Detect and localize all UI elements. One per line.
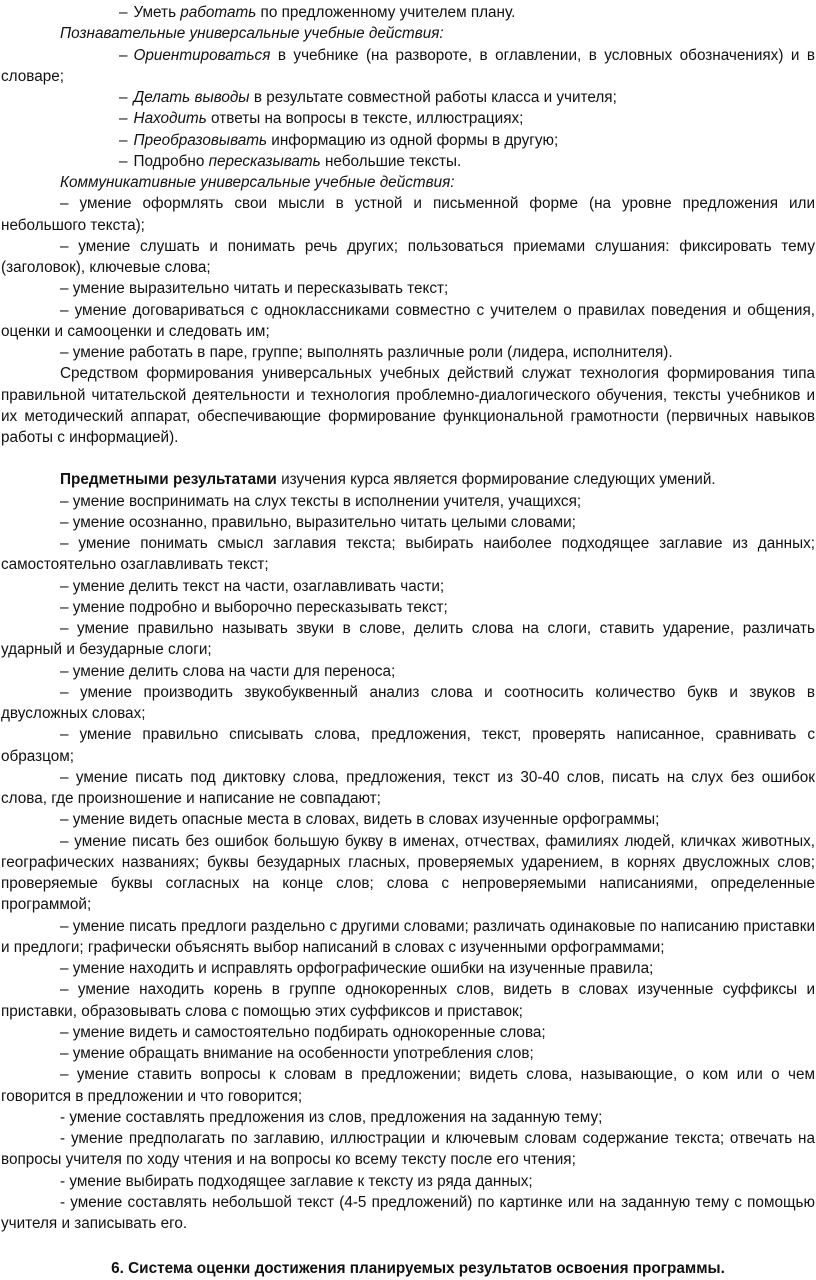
communicative-item: – умение выразительно читать и пересказывать текст; <box>60 280 449 298</box>
dash: – <box>119 152 128 170</box>
italic-term: Ориентироваться <box>133 46 271 64</box>
text: Уметь <box>133 4 181 21</box>
subject-item: – умение писать без ошибок большую букву в именах, отчествах, фамилиях людей, кличках животных, географических названиях; буквы безударных гласных, проверяемых ударением, в корнях двусложных слов; проверяемые буквы согласных на конце слов; слова с непроверяемыми написаниями, определенные программой; <box>1 832 815 914</box>
communicative-item: – умение слушать и понимать речь других; пользоваться приемами слушания: фиксировать тему (заголовок), ключевые слова; <box>1 237 815 276</box>
subject-item: - умение выбирать подходящее заглавие к тексту из ряда данных; <box>60 1172 533 1190</box>
text: ответы на вопросы в тексте, иллюстрациях; <box>206 110 524 128</box>
cognitive-item-find <box>1 108 815 129</box>
dash: – <box>119 4 128 21</box>
communicative-item: – умение работать в паре, группе; выполнять различные роли (лидера, исполнителя). <box>60 344 673 361</box>
subject-intro <box>1 469 815 490</box>
subject-item: – умение находить корень в группе однокоренных слов, видеть в словах изученные суффиксы и приставки, образовывать слова с помощью этих суффиксов и приставок; <box>1 981 815 1020</box>
subject-item: – умение видеть и самостоятельно подбирать однокоренные слова; <box>60 1023 546 1041</box>
cognitive-item-conclusions <box>1 87 815 108</box>
communicative-item: – умение оформлять свои мысли в устной и письменной форме (на уровне предложения или небольшого текста); <box>1 195 815 234</box>
subject-item: – умение делить текст на части, озаглавливать части; <box>60 577 445 595</box>
subject-item: - умение составлять предложения из слов, предложения на заданную тему; <box>60 1108 603 1126</box>
spacer <box>1 448 815 469</box>
regulatory-item-plan <box>1 2 815 23</box>
dash: – <box>119 110 128 128</box>
italic-term: Находить <box>133 110 207 128</box>
subject-item: - умение составлять небольшой текст (4-5 предложений) по картинке или на заданную тему с помощью учителя и записывать его. <box>1 1193 815 1232</box>
subject-item: – умение правильно списывать слова, предложения, текст, проверять написанное, сравнивать с образцом; <box>1 726 815 765</box>
text: в учебнике (на развороте, в оглавлении, в условных обозначениях) и в словаре; <box>1 46 815 85</box>
subject-item: – умение понимать смысл заглавия текста; выбирать наиболее подходящее заглавие из данных; самостоятельно озаглавливать текст; <box>1 535 815 574</box>
subject-item: – умение обращать внимание на особенности употребления слов; <box>60 1045 534 1062</box>
subject-item: – умение правильно называть звуки в слове, делить слова на слоги, ставить ударение, различать ударный и безударные слоги; <box>1 620 815 659</box>
italic-term: Преобразовывать <box>133 131 268 149</box>
spacer <box>1 1234 815 1258</box>
text: изучения курса является формирование следующих умений. <box>276 471 716 489</box>
subject-item: – умение писать предлоги раздельно с другими словами; различать одинаковые по написанию приставки и предлоги; графически объяснять выбор написаний в словах с изученными орфограммами; <box>1 917 815 956</box>
text: по предложенному учителем плану. <box>256 4 516 21</box>
subject-item: – умение воспринимать на слух тексты в исполнении учителя, учащихся; <box>60 492 582 510</box>
text: небольшие тексты. <box>320 152 462 170</box>
subject-item: – умение видеть опасные места в словах, видеть в словах изученные орфограммы; <box>60 811 660 829</box>
dash: – <box>119 89 128 106</box>
communicative-summary: Средством формирования универсальных учебных действий служат технология формирования типа правильной читательской деятельности и технология проблемно-диалогического обучения, тексты учебников и их методический аппарат, обеспечивающие формирование функциональной грамотности (первичных навыков работы с информацией). <box>1 365 815 446</box>
cognitive-item-retell <box>1 151 815 172</box>
subject-item: – умение производить звукобуквенный анализ слова и соотносить количество букв и звуков в двусложных словах; <box>1 683 815 722</box>
cognitive-item-orient <box>1 45 815 88</box>
bold-term: Предметными результатами <box>60 471 277 489</box>
italic-term: работать <box>180 4 257 21</box>
text: информацию из одной формы в другую; <box>267 131 559 149</box>
text: Подробно <box>133 152 209 170</box>
cognitive-item-transform <box>1 130 815 151</box>
subject-item: - умение предполагать по заглавию, иллюстрации и ключевым словам содержание текста; отвечать на вопросы учителя по ходу чтения и на вопросы ко всему тексту после его чтения; <box>1 1130 815 1169</box>
subject-item: – умение находить и исправлять орфографические ошибки на изученные правила; <box>60 960 654 977</box>
section-title: 6. Система оценки достижения планируемых результатов освоения программы. <box>111 1260 725 1278</box>
italic-term: пересказывать <box>208 152 321 170</box>
communicative-heading: Коммуникативные универсальные учебные действия: <box>60 174 455 191</box>
dash: – <box>119 131 128 149</box>
cognitive-heading: Познавательные универсальные учебные действия: <box>60 25 444 43</box>
communicative-item: – умение договариваться с одноклассниками совместно с учителем о правилах поведения и общения, оценки и самооценки и следовать им; <box>1 301 815 340</box>
text: в результате совместной работы класса и учителя; <box>249 89 617 106</box>
subject-item: – умение подробно и выборочно пересказывать текст; <box>60 598 448 616</box>
subject-item: – умение писать под диктовку слова, предложения, текст из 30-40 слов, писать на слух без ошибок слова, где произношение и написание не совпадают; <box>1 768 815 807</box>
italic-term: Делать выводы <box>133 89 250 106</box>
dash: – <box>119 46 128 64</box>
subject-item: – умение делить слова на части для переноса; <box>60 662 396 680</box>
subject-item: – умение ставить вопросы к словам в предложении; видеть слова, называющие, о ком или о чем говорится в предложении и что говорится; <box>1 1066 815 1105</box>
subject-item: – умение осознанно, правильно, выразительно читать целыми словами; <box>60 513 576 531</box>
